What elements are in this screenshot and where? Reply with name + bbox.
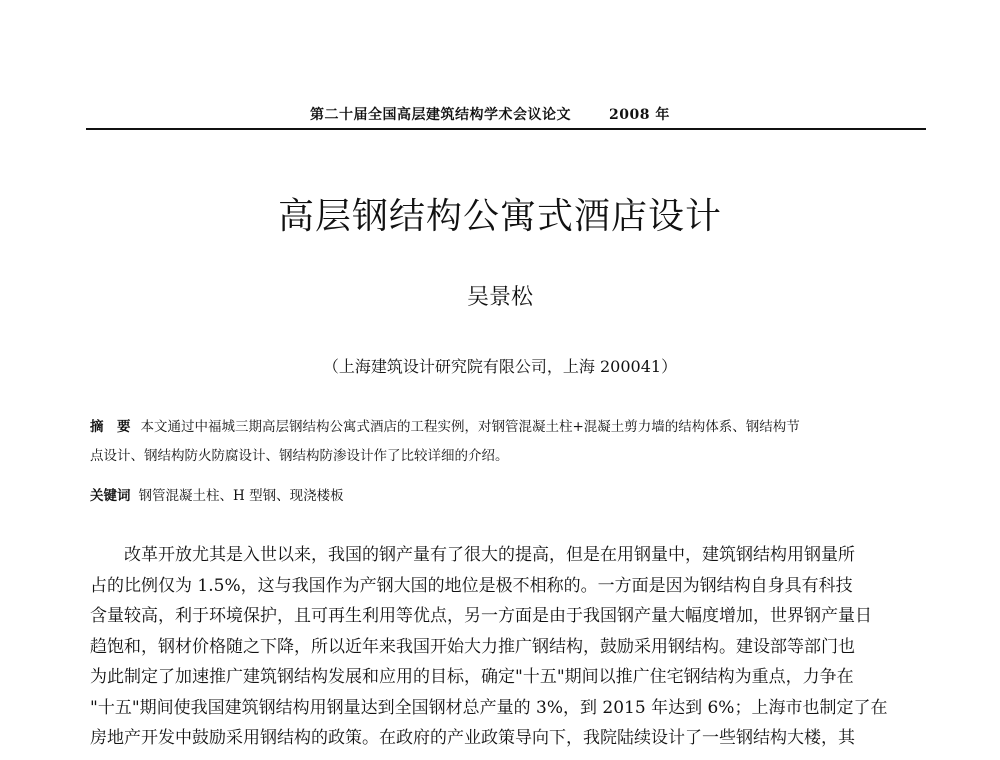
keywords-text: 钢管混凝土柱、H 型钢、现浇楼板 bbox=[138, 488, 344, 504]
keywords bbox=[90, 484, 344, 504]
body-line-5: 为此制定了加速推广建筑钢结构发展和应用的目标，确定"十五"期间以推广住宅钢结构为重点，力争在 bbox=[90, 667, 854, 687]
body-line-4: 趋饱和，钢材价格随之下降，所以近年来我国开始大力推广钢结构，鼓励采用钢结构。建设部等部门也 bbox=[90, 636, 855, 657]
author-name: 吴景松 bbox=[466, 285, 533, 310]
abstract-label: 摘 要 bbox=[90, 419, 131, 435]
paper-title: 高层钢结构公寓式酒店设计 bbox=[277, 196, 722, 237]
header-rule bbox=[86, 128, 926, 130]
author-affiliation: （上海建筑设计研究院有限公司，上海 200041） bbox=[322, 357, 678, 376]
abstract bbox=[90, 413, 900, 471]
conference-name: 第二十届全国高层建筑结构学术会议论文 bbox=[310, 107, 571, 123]
keywords-label: 关键词 bbox=[90, 488, 131, 504]
body-line-1: 改革开放尤其是入世以来，我国的钢产量有了很大的提高，但是在用钢量中，建筑钢结构用钢量所 bbox=[124, 545, 855, 565]
body-line-7: 房地产开发中鼓励采用钢结构的政策。在政府的产业政策导向下，我院陆续设计了一些钢结构大楼，其 bbox=[90, 728, 855, 748]
body-line-6: "十五"期间使我国建筑钢结构用钢量达到全国钢材总产量的 3%，到 2015 年达到 6%；上海市也制定了在 bbox=[90, 697, 888, 718]
body-paragraph bbox=[90, 540, 910, 754]
body-line-3: 含量较高，利于环境保护，且可再生利用等优点，另一方面是由于我国钢产量大幅度增加，世界钢产量日 bbox=[90, 606, 872, 626]
abstract-text-1: 本文通过中福城三期高层钢结构公寓式酒店的工程实例，对钢管混凝土柱+混凝土剪力墙的结构体系、钢结构节 bbox=[140, 419, 800, 435]
conference-year: 2008 年 bbox=[609, 107, 670, 123]
abstract-line-1 bbox=[90, 413, 900, 442]
abstract-line-2: 点设计、钢结构防火防腐设计、钢结构防渗设计作了比较详细的介绍。 bbox=[90, 448, 509, 464]
running-header bbox=[310, 104, 670, 124]
body-line-2: 占的比例仅为 1.5%，这与我国作为产钢大国的地位是极不相称的。一方面是因为钢结构自身具有科技 bbox=[90, 575, 853, 596]
